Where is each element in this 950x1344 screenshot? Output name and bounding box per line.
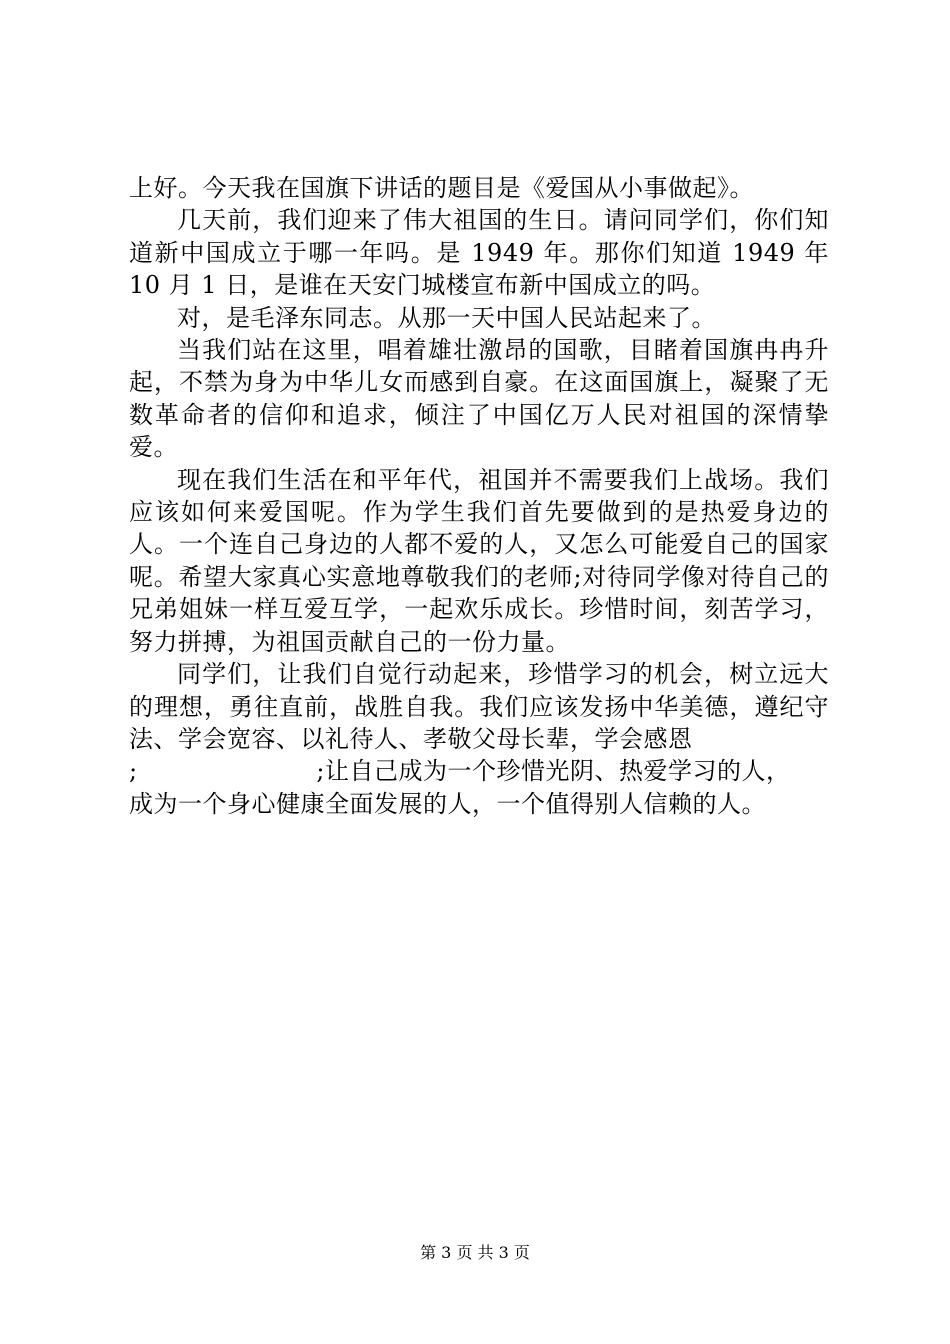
paragraph-mao-zedong: 对，是毛泽东同志。从那一天中国人民站起来了。 [177,303,716,332]
paragraph-call-to-action: 同学们，让我们自觉行动起来，珍惜学习的机会，树立远大的理想，勇往直前，战胜自我。我们应该发扬中华美德，遵纪守法、学会宽容、以礼待人、孝敬父母长辈，学会感恩 [129,660,829,753]
paragraph-peace-era: 现在我们生活在和平年代，祖国并不需要我们上战场。我们应该如何来爱国呢。作为学生我们首先要做到的是热爱身边的人。一个连自己身边的人都不爱的人，又怎么可能爱自己的国家呢。希望大家真心实意地尊敬我们的老师;对待同学像对待自己的兄弟姐妹一样互爱互学，一起欢乐成长。珍惜时间，刻苦学习，努力拼搏，为祖国贡献自己的一份力量。 [129,465,829,656]
paragraph-gap-line: ; ;让自己成为一个珍惜光阴、热爱学习的人， [129,757,791,786]
paragraph-closing: 成为一个身心健康全面发展的人，一个值得别人信赖的人。 [129,789,766,818]
paragraph-greeting-end: 上好。今天我在国旗下讲话的题目是《爱国从小事做起》。 [129,174,754,202]
document-body [129,172,829,820]
paragraph-national-anthem: 当我们站在这里，唱着雄壮激昂的国歌，目睹着国旗冉冉升起，不禁为身为中华儿女而感到自豪。在这面国旗上，凝聚了无数革命者的信仰和追求，倾注了中国亿万人民对祖国的深情挚爱。 [129,336,829,462]
paragraph-national-day: 几天前，我们迎来了伟大祖国的生日。请问同学们，你们知道新中国成立于哪一年吗。是 1949 年。那你们知道 1949 年 10 月 1 日，是谁在天安门城楼宣布新中国成立的吗。 [129,206,829,300]
page-footer: 第 3 页 共 3 页 [420,1243,530,1262]
